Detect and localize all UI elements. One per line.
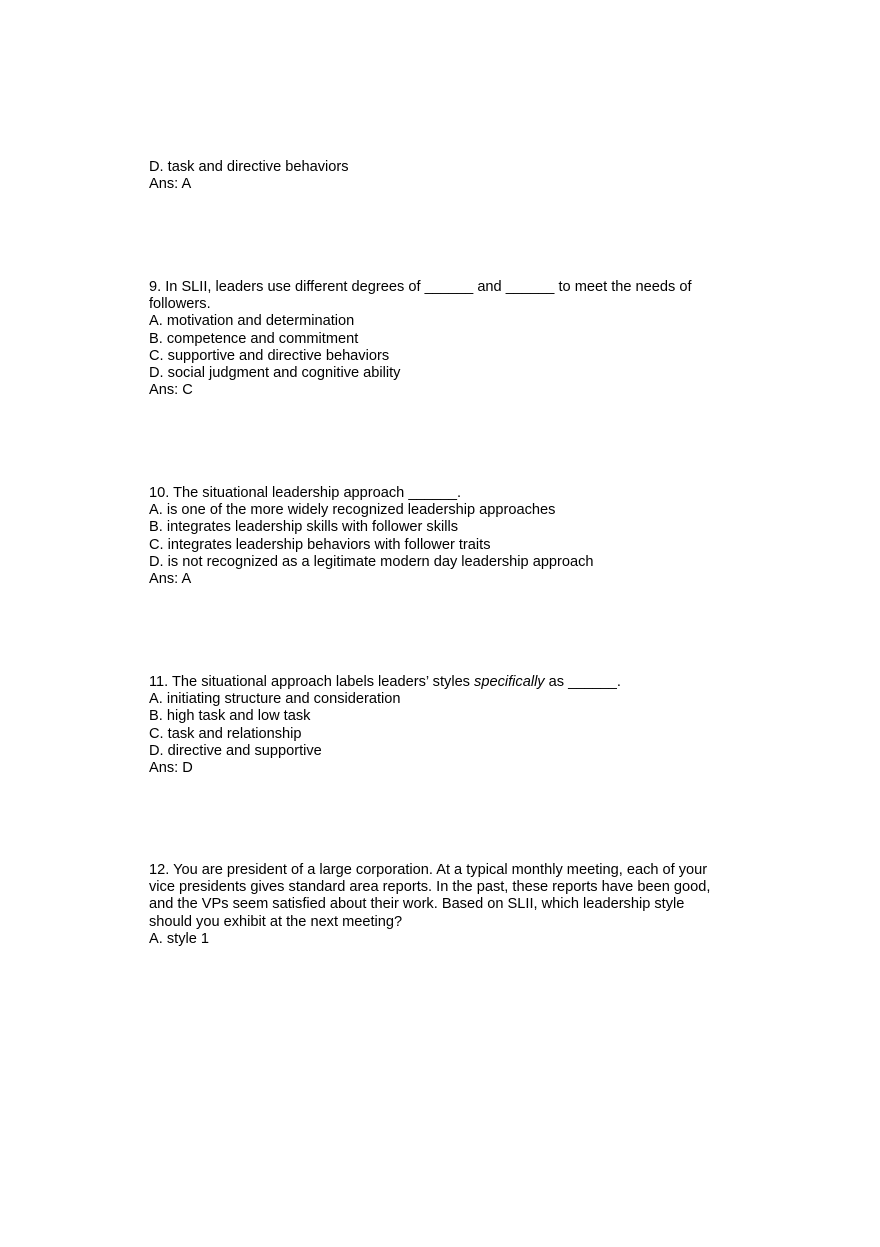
answer: Ans: A (149, 176, 192, 193)
option-d: D. directive and supportive (149, 742, 322, 759)
stem-emphasis: specifically (474, 674, 545, 690)
option-c: C. supportive and directive behaviors (149, 347, 390, 364)
option-d: D. task and directive behaviors (149, 159, 349, 175)
question-stem-line-1: 12. You are president of a large corporation. At a typical monthly meeting, each of your (149, 862, 708, 878)
stem-text-before: 11. The situational approach labels leaders’ styles (149, 674, 475, 690)
answer: Ans: C (149, 382, 193, 399)
option-a: A. is one of the more widely recognized leadership approaches (149, 502, 556, 519)
question-stem-line-3: and the VPs seem satisfied about their work. Based on SLII, which leadership style (149, 896, 685, 913)
question-stem-line-2: vice presidents gives standard area reports. In the past, these reports have been good, (149, 879, 711, 896)
option-a: A. initiating structure and consideration (149, 691, 401, 708)
question-stem: 10. The situational leadership approach ______. (149, 485, 462, 501)
answer: Ans: D (149, 760, 193, 777)
answer: Ans: A (149, 571, 192, 588)
option-b: B. high task and low task (149, 708, 311, 725)
option-d: D. is not recognized as a legitimate modern day leadership approach (149, 553, 594, 570)
question-8-continuation (149, 159, 739, 193)
option-c: C. integrates leadership behaviors with follower traits (149, 536, 491, 553)
option-d: D. social judgment and cognitive ability (149, 365, 401, 382)
question-stem: 9. In SLII, leaders use different degrees of ______ and ______ to meet the needs of followers. (149, 279, 692, 313)
question-11 (149, 674, 739, 777)
option-b: B. competence and commitment (149, 330, 359, 347)
stem-text-after: as ______. (544, 674, 621, 690)
question-12 (149, 862, 739, 948)
option-b: B. integrates leadership skills with follower skills (149, 519, 459, 536)
option-a: A. motivation and determination (149, 313, 355, 330)
question-stem-line-4: should you exhibit at the next meeting? (149, 913, 403, 930)
option-a: A. style 1 (149, 930, 210, 947)
question-stem (149, 674, 739, 691)
question-9 (149, 279, 739, 399)
question-10 (149, 485, 739, 588)
option-c: C. task and relationship (149, 725, 302, 742)
